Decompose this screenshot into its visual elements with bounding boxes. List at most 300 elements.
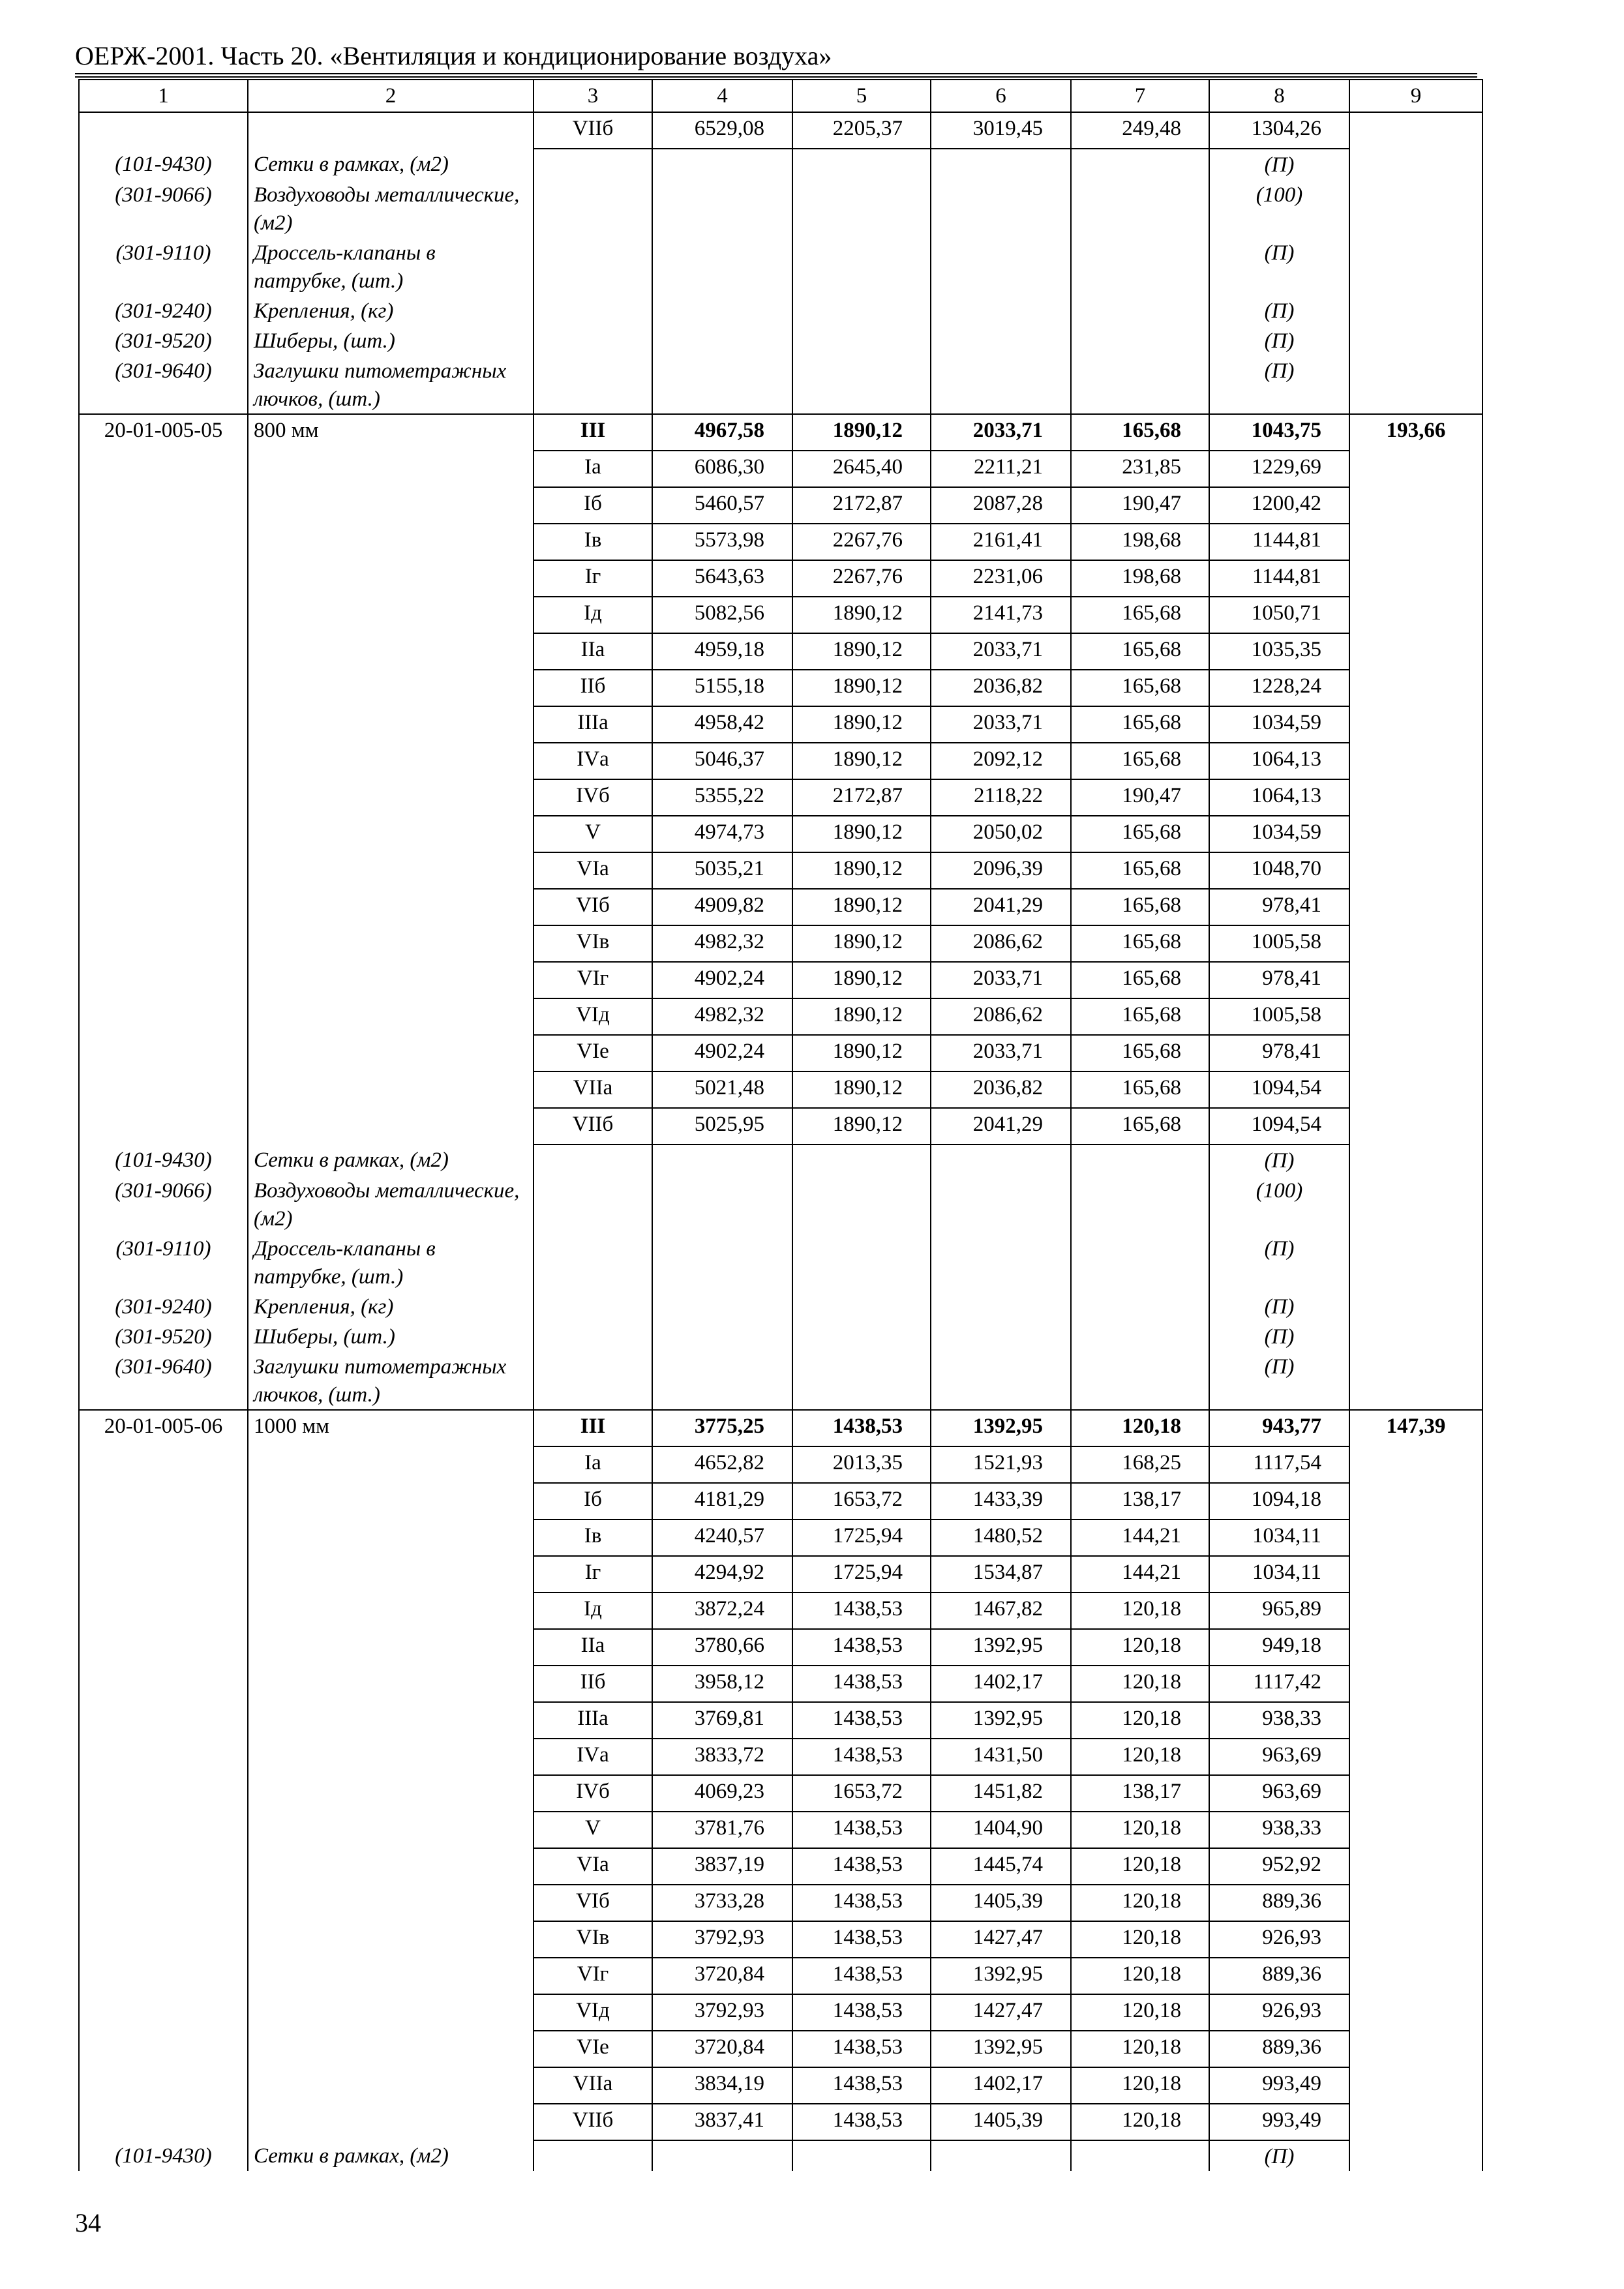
- value-cell-5: 1653,72: [792, 1483, 931, 1519]
- position-name-cell: [248, 1848, 534, 1885]
- resource-name: Воздуховоды металлические, (м2): [248, 179, 534, 237]
- resource-qty: (П): [1209, 355, 1349, 414]
- empty-cell: [931, 1321, 1071, 1351]
- col9-cell: [1349, 524, 1482, 560]
- data-row: [79, 743, 1482, 779]
- position-name-cell: [248, 1035, 534, 1071]
- value-cell-7: 165,68: [1071, 852, 1209, 889]
- value-cell-4: 3792,93: [652, 1921, 792, 1958]
- data-row: [79, 1071, 1482, 1108]
- empty-cell: [792, 355, 931, 414]
- empty-cell: [792, 1175, 931, 1233]
- value-cell-6: 1431,50: [931, 1739, 1071, 1775]
- resource-name: Воздуховоды металлические, (м2): [248, 1175, 534, 1233]
- col9-cell: [1349, 560, 1482, 597]
- value-cell-4: 5025,95: [652, 1108, 792, 1144]
- value-cell-6: 1467,82: [931, 1593, 1071, 1629]
- value-cell-8: 1144,81: [1209, 560, 1349, 597]
- data-row: [79, 1666, 1482, 1702]
- resource-name: Сетки в рамках, (м2): [248, 1144, 534, 1175]
- value-cell-5: 1890,12: [792, 852, 931, 889]
- data-row: [79, 2067, 1482, 2104]
- resource-qty: (П): [1209, 295, 1349, 325]
- col9-cell: [1349, 1035, 1482, 1071]
- resource-qty: (П): [1209, 1233, 1349, 1291]
- empty-cell: [1071, 237, 1209, 295]
- col9-cell: [1349, 487, 1482, 524]
- data-row: [79, 1812, 1482, 1848]
- value-cell-6: 2036,82: [931, 670, 1071, 706]
- resource-name: Крепления, (кг): [248, 295, 534, 325]
- resource-name: Заглушки питометражных лючков, (шт.): [248, 355, 534, 414]
- position-code-cell: [79, 1958, 248, 1994]
- col9-cell: [1349, 1885, 1482, 1921]
- data-row: [79, 1848, 1482, 1885]
- resource-qty: (П): [1209, 1144, 1349, 1175]
- value-cell-8: 1304,26: [1209, 112, 1349, 149]
- position-name-cell: [248, 743, 534, 779]
- zone-cell: III: [534, 1410, 652, 1446]
- col9-cell: [1349, 597, 1482, 633]
- value-cell-4: 4974,73: [652, 816, 792, 852]
- resource-code: (301-9066): [79, 1175, 248, 1233]
- position-main-row: [79, 1410, 1482, 1446]
- data-row: [79, 1108, 1482, 1144]
- empty-cell: [1349, 1144, 1482, 1175]
- value-cell-5: 1438,53: [792, 1629, 931, 1666]
- value-cell-4: 3780,66: [652, 1629, 792, 1666]
- value-cell-8: 943,77: [1209, 1410, 1349, 1446]
- position-code-cell: [79, 1446, 248, 1483]
- value-cell-5: 1890,12: [792, 597, 931, 633]
- position-name-cell: [248, 1702, 534, 1739]
- resource-row: [79, 237, 1482, 295]
- empty-cell: [931, 2140, 1071, 2171]
- resource-name: Дроссель-клапаны в патрубке, (шт.): [248, 237, 534, 295]
- value-cell-5: 1653,72: [792, 1775, 931, 1812]
- empty-cell: [792, 295, 931, 325]
- position-name-cell: 1000 мм: [248, 1410, 534, 1446]
- empty-cell: [1349, 1291, 1482, 1321]
- empty-cell: [1349, 295, 1482, 325]
- value-cell-4: 3837,41: [652, 2104, 792, 2140]
- empty-cell: [534, 2140, 652, 2171]
- value-cell-6: 2041,29: [931, 1108, 1071, 1144]
- resource-row: [79, 1233, 1482, 1291]
- empty-cell: [1349, 149, 1482, 179]
- value-cell-8: 963,69: [1209, 1739, 1349, 1775]
- data-row: [79, 1994, 1482, 2031]
- zone-cell: Iг: [534, 1556, 652, 1593]
- value-cell-6: 1392,95: [931, 1410, 1071, 1446]
- rates-table-body: [79, 80, 1482, 2171]
- value-cell-5: 1438,53: [792, 1885, 931, 1921]
- value-cell-4: 5035,21: [652, 852, 792, 889]
- position-code-cell: [79, 1593, 248, 1629]
- empty-cell: [1071, 1321, 1209, 1351]
- position-name-cell: [248, 889, 534, 925]
- value-cell-6: 1445,74: [931, 1848, 1071, 1885]
- value-cell-7: 165,68: [1071, 670, 1209, 706]
- zone-cell: VIа: [534, 1848, 652, 1885]
- zone-cell: V: [534, 1812, 652, 1848]
- header-rule: [75, 76, 1477, 78]
- zone-cell: VIIа: [534, 1071, 652, 1108]
- position-name-cell: [248, 487, 534, 524]
- col9-cell: [1349, 2104, 1482, 2140]
- value-cell-7: 231,85: [1071, 451, 1209, 487]
- zone-cell: VIIб: [534, 112, 652, 149]
- value-cell-7: 198,68: [1071, 560, 1209, 597]
- value-cell-4: 4909,82: [652, 889, 792, 925]
- empty-cell: [792, 1233, 931, 1291]
- col9-cell: [1349, 1071, 1482, 1108]
- value-cell-8: 1034,59: [1209, 816, 1349, 852]
- zone-cell: VIIа: [534, 2067, 652, 2104]
- value-cell-8: 1034,11: [1209, 1519, 1349, 1556]
- value-cell-7: 165,68: [1071, 1108, 1209, 1144]
- value-cell-8: 1200,42: [1209, 487, 1349, 524]
- value-cell-7: 165,68: [1071, 962, 1209, 998]
- position-name-cell: [248, 1593, 534, 1629]
- position-code-cell: [79, 1739, 248, 1775]
- value-cell-5: 1890,12: [792, 925, 931, 962]
- position-code-cell: [79, 1556, 248, 1593]
- value-cell-6: 2141,73: [931, 597, 1071, 633]
- empty-cell: [1071, 355, 1209, 414]
- value-cell-6: 2050,02: [931, 816, 1071, 852]
- column-header: 5: [792, 80, 931, 112]
- empty-cell: [1349, 325, 1482, 355]
- resource-code: (301-9240): [79, 1291, 248, 1321]
- position-code-cell: [79, 962, 248, 998]
- value-cell-5: 1438,53: [792, 2104, 931, 2140]
- empty-cell: [534, 1233, 652, 1291]
- position-name-cell: [248, 925, 534, 962]
- value-cell-7: 190,47: [1071, 779, 1209, 816]
- value-cell-8: 889,36: [1209, 1885, 1349, 1921]
- value-cell-4: 4982,32: [652, 998, 792, 1035]
- col9-cell: [1349, 1921, 1482, 1958]
- position-name-cell: [248, 2104, 534, 2140]
- value-cell-6: 2033,71: [931, 414, 1071, 451]
- col9-cell: [1349, 1812, 1482, 1848]
- value-cell-5: 1725,94: [792, 1556, 931, 1593]
- value-cell-7: 120,18: [1071, 1739, 1209, 1775]
- value-cell-7: 165,68: [1071, 889, 1209, 925]
- value-cell-7: 120,18: [1071, 2067, 1209, 2104]
- position-name-cell: [248, 633, 534, 670]
- empty-cell: [652, 2140, 792, 2171]
- value-cell-6: 2118,22: [931, 779, 1071, 816]
- empty-cell: [792, 1144, 931, 1175]
- position-name-cell: [248, 1921, 534, 1958]
- value-cell-4: 5046,37: [652, 743, 792, 779]
- value-cell-4: 4902,24: [652, 1035, 792, 1071]
- value-cell-6: 1392,95: [931, 1629, 1071, 1666]
- value-cell-4: 3872,24: [652, 1593, 792, 1629]
- zone-cell: VIе: [534, 1035, 652, 1071]
- value-cell-7: 249,48: [1071, 112, 1209, 149]
- value-cell-6: 1433,39: [931, 1483, 1071, 1519]
- col9-cell: [1349, 962, 1482, 998]
- col9-cell: [1349, 112, 1482, 149]
- column-header: 3: [534, 80, 652, 112]
- value-cell-7: 120,18: [1071, 2031, 1209, 2067]
- zone-cell: IVб: [534, 1775, 652, 1812]
- empty-cell: [931, 179, 1071, 237]
- empty-cell: [652, 1175, 792, 1233]
- value-cell-5: 1890,12: [792, 998, 931, 1035]
- value-cell-6: 2086,62: [931, 925, 1071, 962]
- position-name-cell: [248, 1739, 534, 1775]
- value-cell-8: 1144,81: [1209, 524, 1349, 560]
- empty-cell: [792, 179, 931, 237]
- empty-cell: [1071, 149, 1209, 179]
- position-name-cell: [248, 2031, 534, 2067]
- value-cell-6: 2231,06: [931, 560, 1071, 597]
- value-cell-6: 2096,39: [931, 852, 1071, 889]
- position-name-cell: [248, 998, 534, 1035]
- col9-cell: [1349, 2067, 1482, 2104]
- empty-cell: [931, 237, 1071, 295]
- zone-cell: VIIб: [534, 1108, 652, 1144]
- value-cell-5: 1890,12: [792, 1035, 931, 1071]
- empty-cell: [931, 1144, 1071, 1175]
- empty-cell: [1349, 1351, 1482, 1410]
- column-header-row: [79, 80, 1482, 112]
- value-cell-8: 1005,58: [1209, 925, 1349, 962]
- position-name-cell: [248, 1958, 534, 1994]
- value-cell-8: 1035,35: [1209, 633, 1349, 670]
- position-code-cell: [79, 633, 248, 670]
- zone-cell: IIIа: [534, 1702, 652, 1739]
- position-name-cell: [248, 816, 534, 852]
- position-name-cell: [248, 779, 534, 816]
- resource-code: (101-9430): [79, 2140, 248, 2171]
- empty-cell: [931, 325, 1071, 355]
- col9-cell: 147,39: [1349, 1410, 1482, 1446]
- position-code-cell: [79, 1108, 248, 1144]
- position-code-cell: [79, 524, 248, 560]
- value-cell-4: 3834,19: [652, 2067, 792, 2104]
- resource-row: [79, 325, 1482, 355]
- value-cell-8: 1064,13: [1209, 779, 1349, 816]
- column-header: 2: [248, 80, 534, 112]
- value-cell-8: 952,92: [1209, 1848, 1349, 1885]
- empty-cell: [1071, 179, 1209, 237]
- zone-cell: VIв: [534, 1921, 652, 1958]
- position-code-cell: [79, 1848, 248, 1885]
- value-cell-5: 1890,12: [792, 706, 931, 743]
- position-code-cell: [79, 1035, 248, 1071]
- position-code-cell: 20-01-005-05: [79, 414, 248, 451]
- empty-cell: [792, 237, 931, 295]
- empty-cell: [1071, 1233, 1209, 1291]
- data-row: [79, 451, 1482, 487]
- header-rule: [75, 73, 1477, 74]
- value-cell-6: 1480,52: [931, 1519, 1071, 1556]
- empty-cell: [1349, 355, 1482, 414]
- value-cell-4: 5082,56: [652, 597, 792, 633]
- col9-cell: [1349, 706, 1482, 743]
- position-name-cell: [248, 112, 534, 149]
- position-name-cell: [248, 1519, 534, 1556]
- position-code-cell: [79, 2031, 248, 2067]
- value-cell-7: 165,68: [1071, 998, 1209, 1035]
- value-cell-7: 165,68: [1071, 597, 1209, 633]
- empty-cell: [1071, 295, 1209, 325]
- position-code-cell: [79, 2104, 248, 2140]
- col9-cell: [1349, 889, 1482, 925]
- position-name-cell: [248, 1108, 534, 1144]
- value-cell-4: 3958,12: [652, 1666, 792, 1702]
- value-cell-7: 165,68: [1071, 816, 1209, 852]
- position-name-cell: [248, 1812, 534, 1848]
- value-cell-6: 1451,82: [931, 1775, 1071, 1812]
- value-cell-7: 120,18: [1071, 1702, 1209, 1739]
- value-cell-8: 1117,54: [1209, 1446, 1349, 1483]
- value-cell-6: 2161,41: [931, 524, 1071, 560]
- position-name-cell: [248, 524, 534, 560]
- resource-code: (101-9430): [79, 1144, 248, 1175]
- zone-cell: VIIб: [534, 2104, 652, 2140]
- value-cell-7: 120,18: [1071, 1958, 1209, 1994]
- value-cell-7: 120,18: [1071, 1885, 1209, 1921]
- position-code-cell: [79, 1775, 248, 1812]
- value-cell-5: 2013,35: [792, 1446, 931, 1483]
- empty-cell: [534, 1175, 652, 1233]
- value-cell-6: 2033,71: [931, 633, 1071, 670]
- resource-row: [79, 1321, 1482, 1351]
- value-cell-5: 1438,53: [792, 2067, 931, 2104]
- col9-cell: [1349, 998, 1482, 1035]
- value-cell-4: 6529,08: [652, 112, 792, 149]
- empty-cell: [1071, 1291, 1209, 1321]
- zone-cell: VIд: [534, 1994, 652, 2031]
- value-cell-4: 5355,22: [652, 779, 792, 816]
- position-code-cell: [79, 1921, 248, 1958]
- resource-qty: (П): [1209, 2140, 1349, 2171]
- value-cell-4: 4240,57: [652, 1519, 792, 1556]
- empty-cell: [534, 1351, 652, 1410]
- empty-cell: [792, 2140, 931, 2171]
- value-cell-5: 2267,76: [792, 524, 931, 560]
- zone-cell: Iв: [534, 1519, 652, 1556]
- page-number: 34: [75, 2208, 101, 2237]
- empty-cell: [652, 295, 792, 325]
- value-cell-5: 2172,87: [792, 779, 931, 816]
- value-cell-5: 1890,12: [792, 1108, 931, 1144]
- value-cell-7: 120,18: [1071, 1921, 1209, 1958]
- resource-row: [79, 2140, 1482, 2171]
- value-cell-4: 5643,63: [652, 560, 792, 597]
- value-cell-4: 4958,42: [652, 706, 792, 743]
- empty-cell: [931, 355, 1071, 414]
- value-cell-8: 963,69: [1209, 1775, 1349, 1812]
- empty-cell: [652, 1144, 792, 1175]
- col9-cell: [1349, 670, 1482, 706]
- position-main-row: [79, 414, 1482, 451]
- position-code-cell: [79, 2067, 248, 2104]
- value-cell-7: 198,68: [1071, 524, 1209, 560]
- col9-cell: [1349, 816, 1482, 852]
- column-header: 6: [931, 80, 1071, 112]
- value-cell-5: 1438,53: [792, 1739, 931, 1775]
- col9-cell: [1349, 1556, 1482, 1593]
- value-cell-7: 165,68: [1071, 633, 1209, 670]
- zone-cell: Iд: [534, 597, 652, 633]
- position-name-cell: 800 мм: [248, 414, 534, 451]
- position-code-cell: [79, 597, 248, 633]
- resource-row: [79, 1291, 1482, 1321]
- resource-code: (301-9110): [79, 1233, 248, 1291]
- position-name-cell: [248, 706, 534, 743]
- position-code-cell: 20-01-005-06: [79, 1410, 248, 1446]
- value-cell-5: 2267,76: [792, 560, 931, 597]
- zone-cell: IVа: [534, 743, 652, 779]
- position-code-cell: [79, 998, 248, 1035]
- value-cell-4: 3781,76: [652, 1812, 792, 1848]
- data-row: [79, 1519, 1482, 1556]
- value-cell-6: 2092,12: [931, 743, 1071, 779]
- value-cell-8: 889,36: [1209, 1958, 1349, 1994]
- value-cell-8: 978,41: [1209, 889, 1349, 925]
- value-cell-6: 2041,29: [931, 889, 1071, 925]
- zone-cell: Iа: [534, 451, 652, 487]
- data-row: [79, 962, 1482, 998]
- empty-cell: [652, 355, 792, 414]
- position-name-cell: [248, 670, 534, 706]
- col9-cell: [1349, 1629, 1482, 1666]
- value-cell-5: 2172,87: [792, 487, 931, 524]
- value-cell-8: 1094,54: [1209, 1108, 1349, 1144]
- col9-cell: [1349, 1108, 1482, 1144]
- empty-cell: [931, 1291, 1071, 1321]
- value-cell-8: 1094,54: [1209, 1071, 1349, 1108]
- data-row: [79, 816, 1482, 852]
- empty-cell: [534, 1321, 652, 1351]
- empty-cell: [1349, 1233, 1482, 1291]
- empty-cell: [534, 1144, 652, 1175]
- zone-cell: Iб: [534, 487, 652, 524]
- value-cell-8: 993,49: [1209, 2104, 1349, 2140]
- position-name-cell: [248, 2067, 534, 2104]
- resource-name: Крепления, (кг): [248, 1291, 534, 1321]
- column-header: 9: [1349, 80, 1482, 112]
- empty-cell: [792, 1351, 931, 1410]
- value-cell-7: 165,68: [1071, 1071, 1209, 1108]
- position-code-cell: [79, 1519, 248, 1556]
- value-cell-6: 1427,47: [931, 1921, 1071, 1958]
- empty-cell: [931, 1233, 1071, 1291]
- value-cell-5: 1890,12: [792, 1071, 931, 1108]
- value-cell-8: 1094,18: [1209, 1483, 1349, 1519]
- value-cell-7: 165,68: [1071, 925, 1209, 962]
- value-cell-6: 1404,90: [931, 1812, 1071, 1848]
- data-row: [79, 112, 1482, 149]
- position-name-cell: [248, 1556, 534, 1593]
- empty-cell: [1071, 1144, 1209, 1175]
- data-row: [79, 998, 1482, 1035]
- value-cell-5: 1890,12: [792, 816, 931, 852]
- empty-cell: [534, 149, 652, 179]
- empty-cell: [931, 295, 1071, 325]
- value-cell-5: 1890,12: [792, 962, 931, 998]
- col9-cell: [1349, 743, 1482, 779]
- zone-cell: VIг: [534, 1958, 652, 1994]
- value-cell-8: 949,18: [1209, 1629, 1349, 1666]
